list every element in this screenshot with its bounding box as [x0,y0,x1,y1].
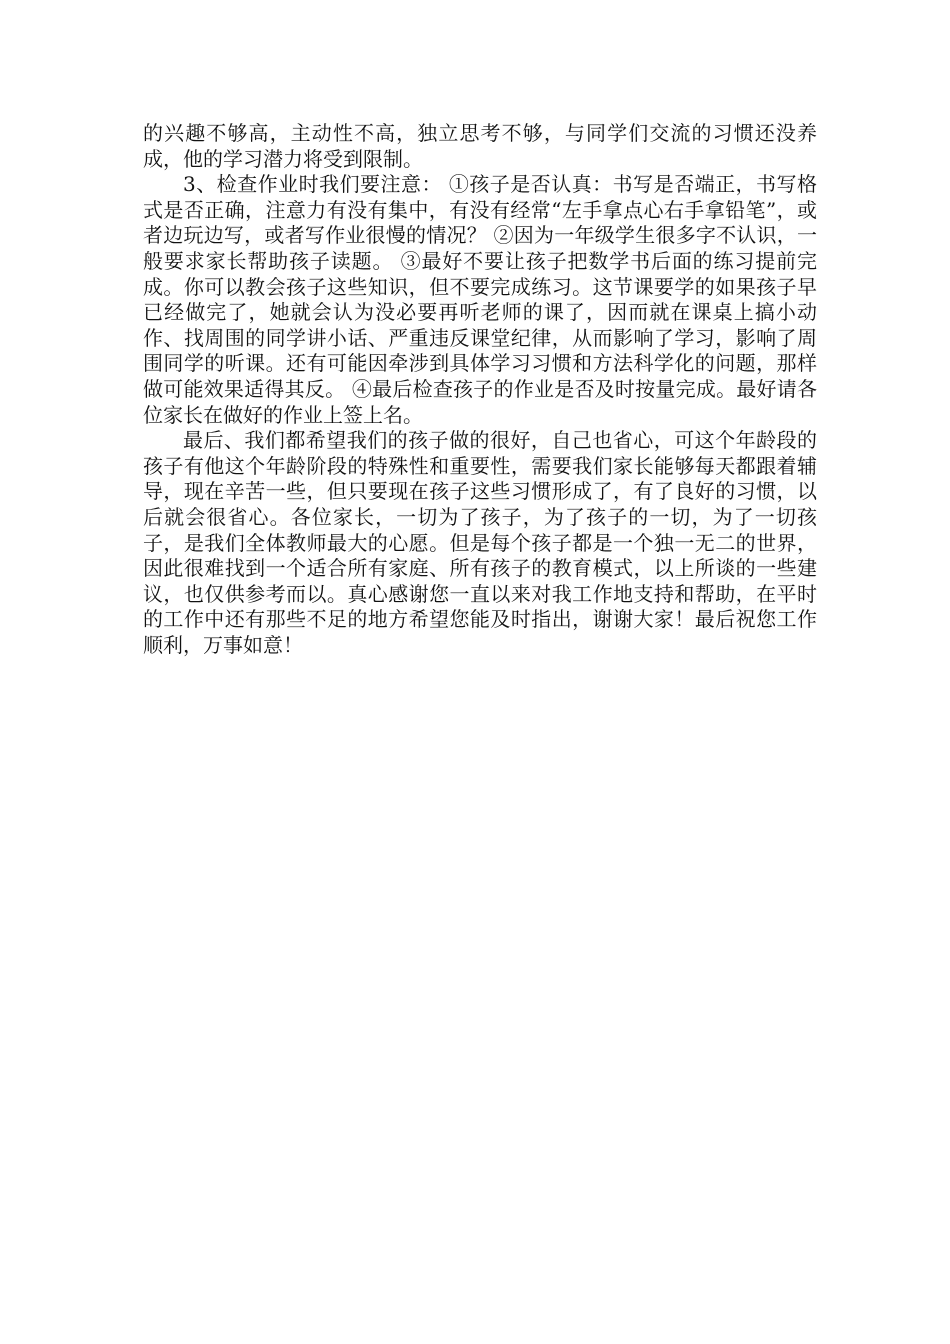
paragraph-homework-check: 3、检查作业时我们要注意： ①孩子是否认真：书写是否端正，书写格式是否正确，注意力有没有集中，有没有经常“左手拿点心右手拿铅笔”，或者边玩边写，或者写作业很慢的情况？ ②因为一年级学生很多字不认识，一般要求家长帮助孩子读题。 ③最好不要让孩子把数学书后面的练习提前完成。你可以教会孩子这些知识，但不要完成练习。这节课要学的如果孩子早已经做完了，她就会认为没必要再听老师的课了，因而就在课桌上搞小动作、找周围的同学讲小话、严重违反课堂纪律，从而影响了学习，影响了周围同学的听课。还有可能因牵涉到具体学习习惯和方法科学化的问题，那样做可能效果适得其反。 ④最后检查孩子的作业是否及时按量完成。最好请各位家长在做好的作业上签上名。 [143,172,817,427]
paragraph-closing: 最后、我们都希望我们的孩子做的很好，自己也省心，可这个年龄段的孩子有他这个年龄阶段的特殊性和重要性，需要我们家长能够每天都跟着辅导，现在辛苦一些，但只要现在孩子这些习惯形成了，有了良好的习惯，以后就会很省心。各位家长，一切为了孩子，为了孩子的一切，为了一切孩子，是我们全体教师最大的心愿。但是每个孩子都是一个独一无二的世界，因此很难找到一个适合所有家庭、所有孩子的教育模式，以上所谈的一些建议，也仅供参考而以。真心感谢您一直以来对我工作地支持和帮助，在平时的工作中还有那些不足的地方希望您能及时指出，谢谢大家！最后祝您工作顺利，万事如意！ [143,428,817,657]
paragraph-continuation: 的兴趣不够高，主动性不高，独立思考不够，与同学们交流的习惯还没养成，他的学习潜力将受到限制。 [143,121,817,171]
document-body [143,121,817,658]
